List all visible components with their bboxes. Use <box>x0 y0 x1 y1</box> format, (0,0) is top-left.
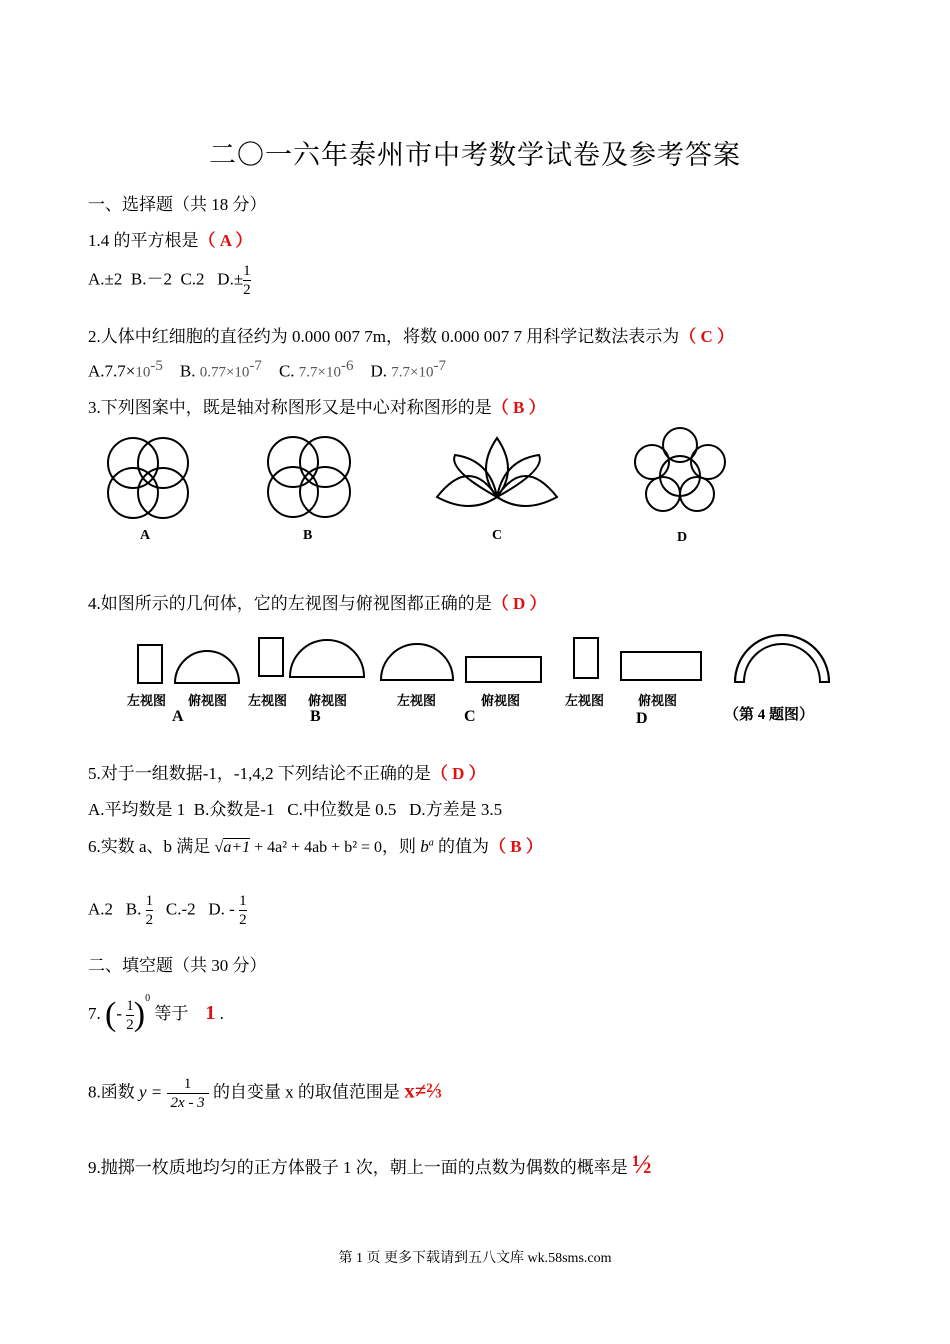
question-6-stem: 6.实数 a、b 满足 <box>88 837 211 856</box>
q8-den: 2x - 3 <box>167 1093 209 1112</box>
q2-option-d: D. <box>370 361 388 381</box>
question-9-answer: ½ <box>632 1150 652 1179</box>
q8-text: 的自变量 x 的取值范围是 <box>212 1082 400 1102</box>
q6-d-num: 1 <box>239 893 247 909</box>
q1-d-num: 1 <box>243 263 251 279</box>
question-1 <box>88 226 252 251</box>
question-4-stem: 4.如图所示的几何体，它的左视图与俯视图都正确的是 <box>88 594 492 613</box>
q2-b-val: 0.77×10 <box>199 364 250 381</box>
q6-option-a: A.2 <box>88 899 114 919</box>
question-5-stem: 5.对于一组数据-1，-1,4,2 下列结论不正确的是 <box>88 764 431 783</box>
q7-fraction <box>126 997 134 1034</box>
q3-figure-b <box>268 437 350 517</box>
q1-option-b: B.－2 <box>130 269 172 289</box>
q6-option-c: C.-2 <box>165 899 196 919</box>
question-2 <box>88 322 734 347</box>
q8-num: 1 <box>183 1076 192 1092</box>
q8-y: y = <box>139 1082 163 1102</box>
q6-then: ，则 <box>382 837 417 856</box>
q2-option-b: B. <box>179 361 196 381</box>
q4-figure-caption: （第 4 题图） <box>724 707 815 723</box>
page-title: 二〇一六年泰州市中考数学试卷及参考答案 <box>209 140 741 170</box>
q2-d-exp: -7 <box>433 358 446 374</box>
q6-b-num: 1 <box>145 893 154 909</box>
q6-power-base: b <box>420 837 429 856</box>
question-6 <box>88 832 543 857</box>
q4-b-left-view: 左视图 <box>248 693 288 708</box>
question-8-answer: x≠⅔ <box>404 1078 442 1103</box>
q3-figure-c <box>437 438 557 506</box>
q7-prefix: 7. <box>88 1004 101 1023</box>
q6-b-den: 2 <box>145 912 154 928</box>
question-3 <box>88 393 546 418</box>
q6-option-d: D. <box>208 899 225 919</box>
question-5 <box>88 759 486 784</box>
q2-c-exp: -6 <box>341 358 354 374</box>
q4-label-c: C <box>464 708 476 725</box>
q1-d-den: 2 <box>243 282 251 298</box>
q6-d-den: 2 <box>239 912 247 928</box>
section-2-heading: 二、填空题（共 30 分） <box>88 956 267 975</box>
question-9 <box>88 1150 652 1180</box>
q3-figure-d <box>635 428 725 511</box>
q2-a-exp: -5 <box>150 358 163 374</box>
q4-c-top-view: 俯视图 <box>481 693 521 708</box>
q4-a-left-view: 左视图 <box>127 693 167 708</box>
question-3-answer: （ B ） <box>491 398 546 417</box>
q1-option-c: C.2 <box>180 269 205 289</box>
q6-formula-rest: + 4a² + 4ab + b² = 0 <box>254 839 383 856</box>
question-2-options <box>88 358 446 382</box>
q6-formula: √a+1 + 4a² + 4ab + b² = 0 <box>214 839 383 856</box>
q3-label-d: D <box>677 530 688 545</box>
q2-option-a: A.7.7× <box>88 361 136 381</box>
q7-left-paren: ( <box>105 996 117 1034</box>
question-2-answer: （ C ） <box>679 327 735 346</box>
q2-b-exp: -7 <box>249 358 262 374</box>
q4-label-a: A <box>172 708 184 725</box>
q3-label-a: A <box>140 528 151 543</box>
question-4-answer: （ D ） <box>491 594 547 613</box>
question-7-answer: 1 <box>205 1002 216 1024</box>
q3-label-b: B <box>303 528 313 543</box>
question-1-options <box>88 262 251 299</box>
q9-text: 9.抛掷一枚质地均匀的正方体骰子 1 次，朝上一面的点数为偶数的概率是 <box>88 1158 628 1177</box>
q6-option-b: B. <box>125 899 142 919</box>
question-2-stem: 2.人体中红细胞的直径约为 0.000 007 7m，将数 0.000 007 7 用科学记数法表示为 <box>88 327 680 346</box>
q3-label-c: C <box>492 528 503 543</box>
q2-d-val: 7.7×10 <box>391 364 434 381</box>
page-footer: 第 1 页 更多下载请到五八文库 wk.58sms.com <box>338 1251 612 1266</box>
question-4 <box>88 589 547 614</box>
q6-radicand: a+1 <box>223 839 251 856</box>
question-8 <box>88 1075 442 1112</box>
question-1-answer: （ A ） <box>198 231 253 250</box>
q6-d-sign: - <box>229 899 235 919</box>
q4-c-left-view: 左视图 <box>397 693 437 708</box>
q7-right-paren: ) <box>133 996 146 1034</box>
q6-d-fraction <box>239 892 247 929</box>
q4-d-top-view: 俯视图 <box>638 693 678 708</box>
q7-inner-sign: - <box>116 1004 122 1023</box>
question-6-answer: （ B ） <box>489 837 543 856</box>
q7-text: 等于 <box>154 1004 189 1023</box>
question-5-options: A.平均数是 1 B.众数是-1 C.中位数是 0.5 D.方差是 3.5 <box>88 800 503 819</box>
q2-a-base: 10 <box>135 364 151 381</box>
q8-prefix: 8.函数 <box>88 1082 135 1102</box>
section-1-heading: 一、选择题（共 18 分） <box>88 195 267 214</box>
q6-power-exp: a <box>428 837 434 849</box>
q2-option-c: C. <box>278 361 295 381</box>
q4-d-left-view: 左视图 <box>565 693 605 708</box>
q6-tail: 的值为 <box>438 837 490 856</box>
q4-b-top-view: 俯视图 <box>308 693 348 708</box>
question-1-stem: 1.4 的平方根是 <box>88 231 199 250</box>
q7-exp: 0 <box>145 993 151 1004</box>
q8-fraction <box>167 1075 209 1112</box>
q1-option-d: D.± <box>217 269 244 289</box>
q4-label-d: D <box>636 710 648 727</box>
q1-d-fraction <box>243 262 251 299</box>
question-6-options <box>88 892 247 929</box>
q7-num: 1 <box>126 997 134 1014</box>
question-3-stem: 3.下列图案中，既是轴对称图形又是中心对称图形的是 <box>88 398 492 417</box>
q6-b-fraction <box>146 892 154 929</box>
q2-c-val: 7.7×10 <box>298 364 341 381</box>
q7-den: 2 <box>126 1016 134 1033</box>
q4-label-b: B <box>310 708 321 725</box>
question-5-answer: （ D ） <box>430 764 486 783</box>
q1-option-a: A.±2 <box>88 269 123 289</box>
q3-figure-a <box>108 438 188 518</box>
q7-end: . <box>219 1004 224 1023</box>
q4-a-top-view: 俯视图 <box>188 693 228 708</box>
question-7 <box>88 993 224 1034</box>
q4-figures <box>138 635 829 683</box>
